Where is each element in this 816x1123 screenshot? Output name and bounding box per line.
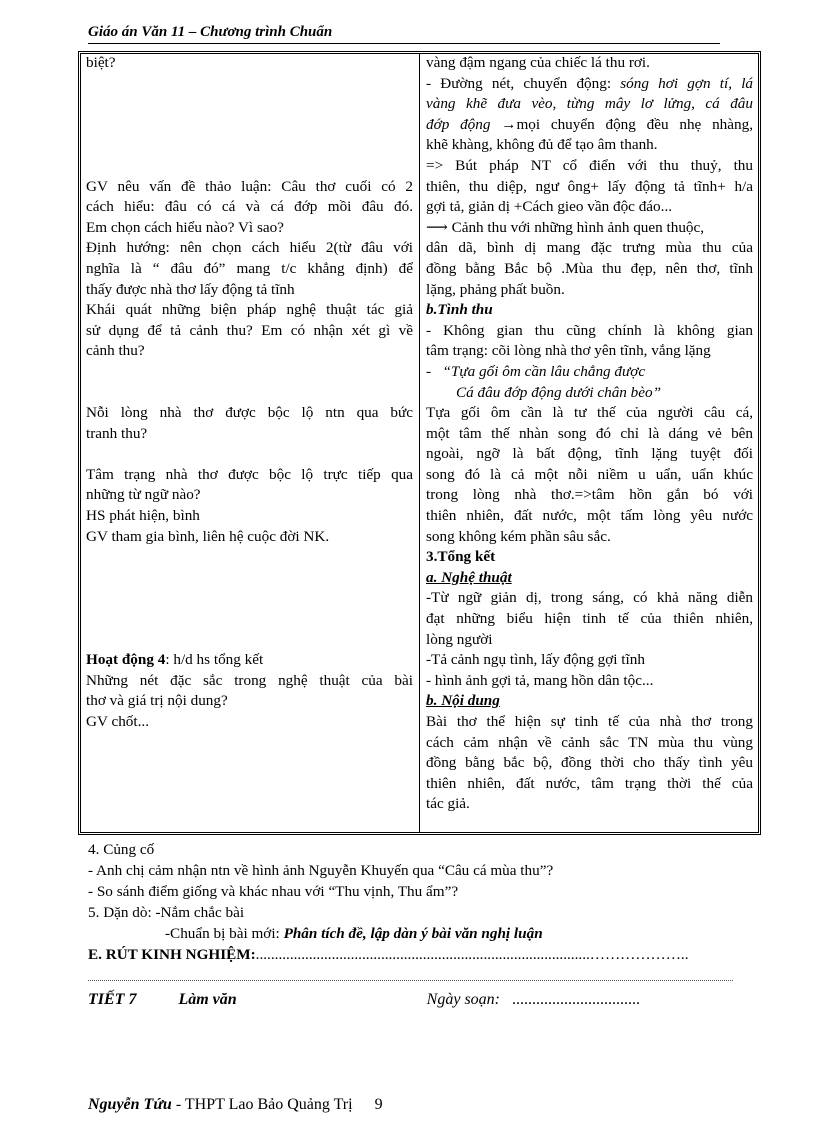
- right-line: vàng khẽ đưa vèo, từng mây lơ lửng, cá đâu: [426, 95, 753, 113]
- consolidation-item: - Anh chị cảm nhận ntn về hình ảnh Nguyễn Khuyến qua “Câu cá mùa thu”?: [88, 862, 554, 879]
- right-line: -Tả cảnh ngụ tình, lấy động gợi tĩnh: [426, 651, 645, 669]
- left-line: thấy được nhà thơ lấy động tả tĩnh: [86, 280, 295, 298]
- poem-quote-line: Cá đâu đớp động dưới chân bèo”: [456, 383, 662, 401]
- teacher-activity-column: [86, 53, 413, 733]
- homework-prep-label: -Chuẩn bị bài mới:: [165, 925, 284, 942]
- right-line: thiên nhiên, đất nước, một tấm lòng yêu nước: [426, 507, 753, 525]
- column-divider: [419, 53, 420, 833]
- right-line: cách cảm nhận về cảnh sắc TN mùa thu vùng: [426, 733, 753, 751]
- long-arrow-right-icon: ⟶: [426, 218, 448, 236]
- left-line: biệt?: [86, 54, 116, 71]
- subheading-noi-dung: b. Nội dung: [426, 692, 500, 710]
- header-rule: [88, 43, 720, 44]
- right-line: gợi tả, giản dị +Cách gieo vần độc đáo...: [426, 198, 673, 216]
- activity-4-heading: [86, 650, 413, 671]
- right-line: thiên nhiên, đất nước, tâm trạng thời thế của: [426, 774, 753, 792]
- right-line: đạt những biểu hiện tinh tế của thiên nhiên,: [426, 610, 753, 628]
- left-line: Tâm trạng nhà thơ được bộc lộ trực tiếp qua: [86, 465, 413, 483]
- arrow-right-icon: →: [501, 115, 517, 133]
- section-heading-tong-ket: 3.Tổng kết: [426, 548, 496, 566]
- right-line: [426, 115, 753, 136]
- right-line: thiên, thu diệp, ngư ông+ lấy động tả tĩnh+ h/a: [426, 177, 753, 195]
- right-text: - Đường nét, chuyển động:: [426, 74, 621, 92]
- left-line: HS phát hiện, bình: [86, 507, 200, 525]
- right-line: đồng bằng Bắc bộ .Mùa thu đẹp, nên thơ, tĩnh: [426, 259, 753, 277]
- right-line: đồng bằng bắc bộ, đồng thời cho thấy tình yêu: [426, 754, 753, 772]
- content-column: [426, 53, 753, 815]
- left-line: Những nét đặc sắc trong nghệ thuật của bài: [86, 671, 413, 689]
- left-line: thơ và giá trị nội dung?: [86, 692, 228, 710]
- left-line: nghĩa là “ đâu đó” mang t/c khẳng định) để: [86, 259, 413, 277]
- left-line: Nỗi lòng nhà thơ được bộc lộ ntn qua bức: [86, 404, 413, 422]
- left-line: tranh thu?: [86, 424, 148, 442]
- left-line: những từ ngữ nào?: [86, 486, 201, 504]
- left-line: cảnh thu?: [86, 342, 145, 360]
- subheading-nghe-thuat: a. Nghệ thuật: [426, 568, 512, 586]
- review-heading: [88, 945, 768, 966]
- right-line: khẽ khàng, không đủ để tạo âm thanh.: [426, 136, 658, 154]
- poem-quote-line: [426, 362, 753, 383]
- author-name: Nguyễn Tứu: [88, 1096, 172, 1113]
- left-line: Định hướng: nên chọn cách hiểu 2(từ đâu với: [86, 239, 413, 257]
- right-line: - hình ảnh gợi tả, mang hồn dân tộc...: [426, 671, 654, 689]
- left-line: sử dụng để tả cảnh thu? Em có nhận xét gì về: [86, 321, 413, 339]
- right-line: song không kém phần sâu sắc.: [426, 527, 611, 545]
- right-line: => Bút pháp NT cổ điển với thu thuỷ, thu: [426, 156, 753, 174]
- left-line: GV nêu vấn đề thảo luận: Câu thơ cuối có 2: [86, 177, 413, 195]
- page-header: Giáo án Văn 11 – Chương trình Chuẩn: [88, 24, 333, 40]
- right-line: song đó là cả một nỗi niềm u uẩn, uẩn khúc: [426, 465, 753, 483]
- left-line: Khái quát những biện pháp nghệ thuật tác giả: [86, 301, 413, 319]
- right-line: trong lòng nhà thơ.=>tâm hồn gắn bó với: [426, 486, 753, 504]
- date-dots: ................................: [512, 991, 640, 1008]
- consolidation-item: - So sánh điểm giống và khác nhau với “Thu vịnh, Thu ẩm”?: [88, 883, 459, 900]
- homework-line: 5. Dặn dò: -Nắm chắc bài: [88, 904, 245, 921]
- left-line: GV chốt...: [86, 713, 149, 730]
- right-line: vàng đậm ngang của chiếc lá thu rơi.: [426, 54, 650, 71]
- right-line: tâm trạng: cõi lòng nhà thơ yên tĩnh, vắng lặng: [426, 342, 711, 360]
- right-line: [426, 74, 753, 95]
- right-line: một tâm thế nhàn song đó chỉ là dáng vẻ bên: [426, 424, 753, 442]
- right-line: - Không gian thu cũng chính là không gian: [426, 321, 753, 339]
- left-line: GV tham gia bình, liên hệ cuộc đời NK.: [86, 527, 330, 545]
- right-line: -Từ ngữ giản dị, trong sáng, có khả năng diễn: [426, 589, 753, 607]
- right-italic-text: đớp động: [426, 115, 502, 133]
- right-italic-text: sóng hơi gợn tí, lá: [620, 74, 753, 92]
- left-line: Em chọn cách hiểu nào? Vì sao?: [86, 218, 284, 236]
- activity-4-text: : h/d hs tổng kết: [165, 651, 264, 669]
- lesson-subject: Làm văn: [178, 991, 237, 1008]
- right-line: tác giả.: [426, 795, 470, 813]
- left-line: cách hiểu: đâu có cá và cá đớp mồi đâu đó.: [86, 198, 413, 216]
- right-line: Bài thơ thể hiện sự tinh tế của nhà thơ trong: [426, 713, 753, 730]
- school-name: THPT Lao Bảo Quảng Trị: [184, 1096, 353, 1113]
- review-label: E. RÚT KINH NGHIỆM:: [88, 946, 256, 963]
- date-label: Ngày soạn:: [426, 991, 500, 1008]
- next-lesson-title: Phân tích đề, lập dàn ý bài văn nghị luận: [283, 925, 543, 942]
- right-text: mọi chuyển động đều nhẹ nhàng,: [516, 115, 753, 133]
- section-heading-tinh-thu: b.Tình thu: [426, 301, 493, 319]
- right-text: Cảnh thu với những hình ảnh quen thuộc,: [447, 218, 705, 236]
- right-line: Tựa gối ôm cần là tư thế của người câu cá,: [426, 404, 753, 422]
- right-line: ngoài, ngỡ là bất động, tĩnh lặng tuyệt đối: [426, 445, 753, 463]
- right-text: -: [426, 362, 435, 380]
- activity-4-label: Hoạt động 4: [86, 651, 166, 669]
- dotted-line: [88, 980, 733, 981]
- right-line: lặng, phảng phất buồn.: [426, 280, 565, 298]
- next-lesson-row: [88, 991, 640, 1009]
- consolidation-heading: 4. Củng cố: [88, 841, 155, 858]
- poem-quote-text: “Tựa gối ôm cần lâu chẳng được: [442, 362, 646, 380]
- page-number: 9: [374, 1096, 383, 1113]
- right-line: lòng người: [426, 630, 493, 648]
- right-line: [426, 218, 753, 239]
- right-line: dân dã, bình dị mang đặc trưng mùa thu của: [426, 239, 753, 257]
- review-dots: ........................................................................................………………..: [255, 946, 689, 963]
- lesson-number: TIẾT 7: [88, 991, 137, 1008]
- homework-prep-line: [165, 924, 816, 945]
- page-footer: [88, 1096, 383, 1114]
- footer-separator: -: [171, 1096, 185, 1113]
